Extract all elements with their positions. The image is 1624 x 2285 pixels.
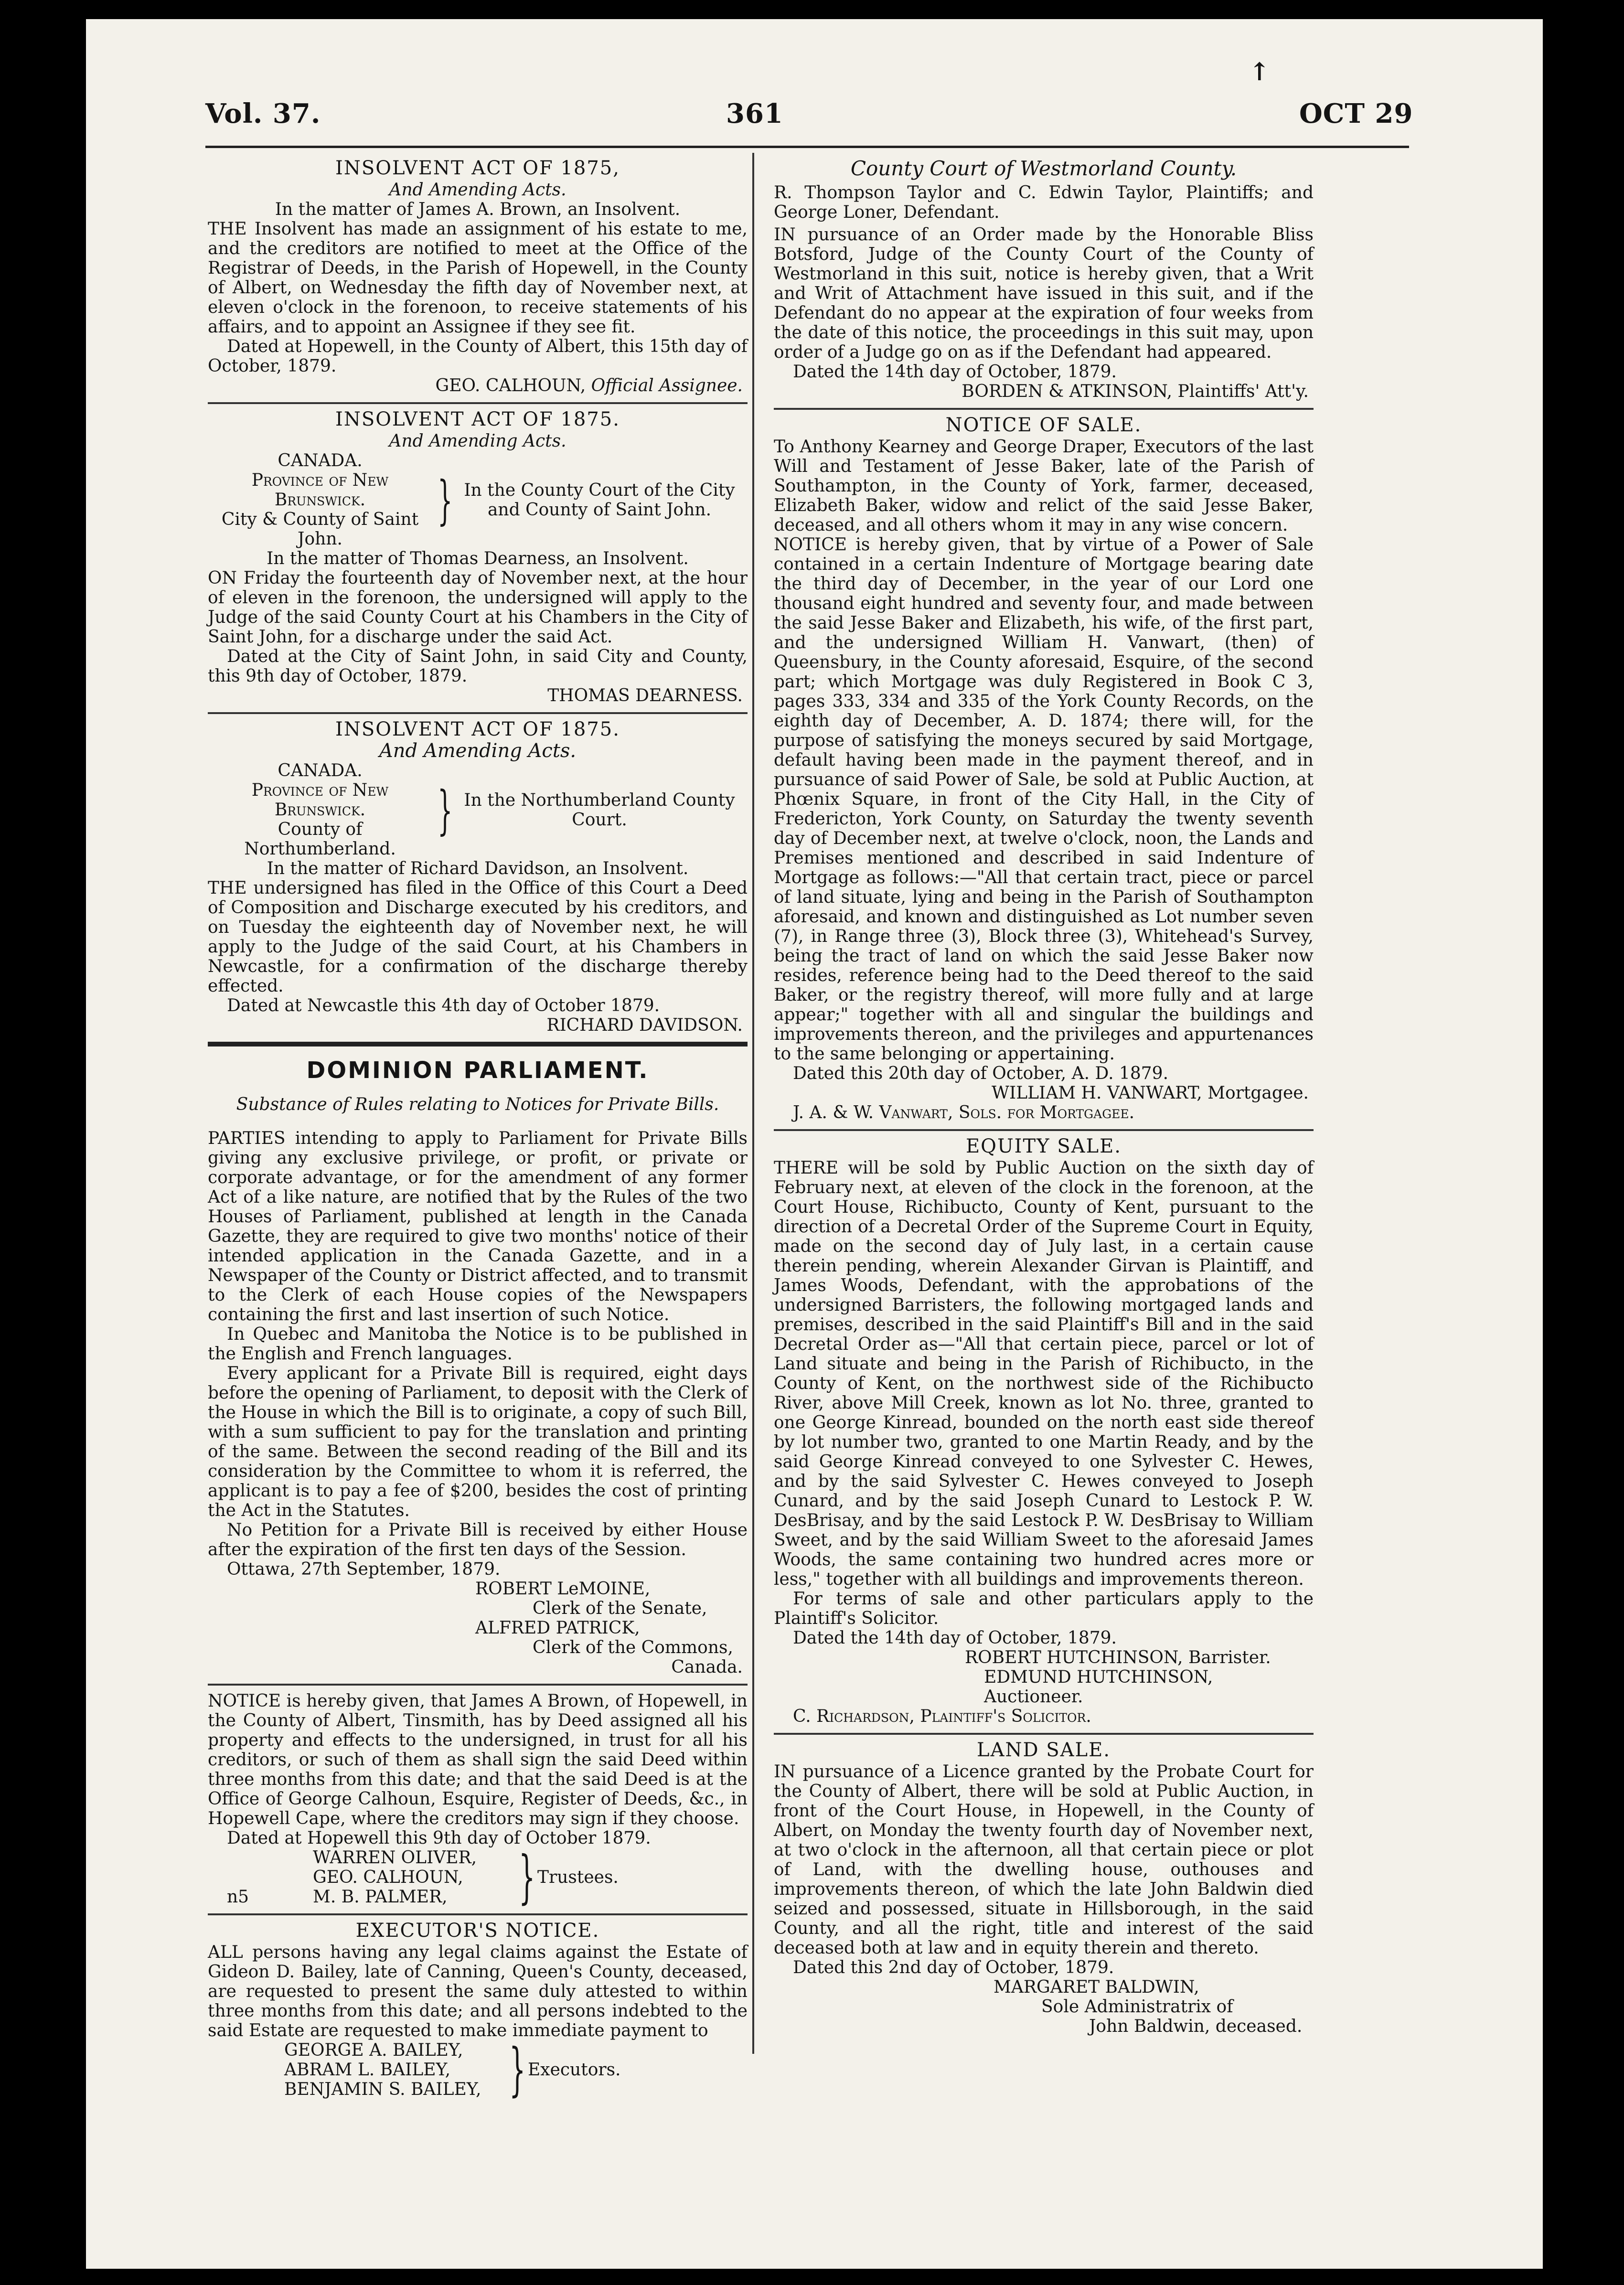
signer: MARGARET BALDWIN, <box>994 1977 1199 1997</box>
insolvent-notice-brown <box>208 153 748 404</box>
notice-dated: Ottawa, 27th September, 1879. <box>227 1559 501 1579</box>
trustee-name: M. B. PALMER, <box>313 1887 448 1907</box>
executor-role: Executors. <box>528 2060 621 2080</box>
left-column <box>208 153 748 2106</box>
corner-mark: ↑ <box>1249 57 1270 86</box>
executor-name: BENJAMIN S. BAILEY, <box>284 2080 481 2099</box>
executor-block <box>208 2036 748 2103</box>
notice-matter: In the matter of James A. Brown, an Insolvent. <box>275 200 681 219</box>
notice-dated: Dated this 2nd day of October, 1879. <box>793 1958 1114 1977</box>
signer-role: Sole Administratrix of <box>1041 1997 1233 2017</box>
notice-body: THE undersigned has filed in the Office of this Court a Deed of Composition and Discharge executed by his creditors, and on Tuesday the eighteenth day of November next, he will apply to the Judge of the said Court, at his Chambers in Newcastle, for a confirmation of the discharge thereby effected. <box>208 878 748 996</box>
brace: } <box>438 779 453 841</box>
notice-matter: In the matter of Thomas Dearness, an Insolvent. <box>267 549 689 568</box>
notice-dated: Dated at the City of Saint John, in said City and County, this 9th day of October, 1879. <box>208 647 748 686</box>
signer: THOMAS DEARNESS. <box>547 686 743 705</box>
notice-dated: Dated the 14th day of October, 1879. <box>793 362 1117 382</box>
notice-title: LAND SALE. <box>977 1739 1111 1761</box>
court-line: Province of New Brunswick. <box>251 470 389 510</box>
notice-title: INSOLVENT ACT OF 1875. <box>335 718 620 740</box>
notice-title: INSOLVENT ACT OF 1875, <box>335 157 620 179</box>
executor-name: ABRAM L. BAILEY, <box>284 2060 451 2080</box>
notice-code: n5 <box>227 1887 249 1907</box>
signer: BORDEN & ATKINSON, Plaintiffs' Att'y. <box>962 382 1309 401</box>
court-line: CANADA. <box>278 761 363 780</box>
signer-role: John Baldwin, deceased. <box>1089 2017 1303 2036</box>
notice-body: NOTICE is hereby given, that James A Brown, of Hopewell, in the County of Albert, Tinsmith, has by Deed assigned all his property and effects to the undersigned, in trust for all his creditors, or such of them as shall sign the said Deed within three months from this date; and that the said Deed is at the Office of George Calhoun, Esquire, Register of Deeds, &c., in Hopewell Cape, where the creditors may sign if they choose. <box>208 1691 748 1828</box>
insolvent-notice-dearness <box>208 404 748 714</box>
rules-paragraph: PARTIES intending to apply to Parliament for Private Bills giving any exclusive privilege, or profit, or private or corporate advantage, or for the amendment of any former Act of a like nature, are notified that by the Rules of the two Houses of Parliament, published at length in the Canada Gazette, they are required to give two months' notice of their intended application in the Canada Gazette, and in a Newspaper of the County or District affected, and to transmit to the Clerk of each House copies of the Newspapers containing the first and last insertion of such Notice. <box>208 1129 748 1324</box>
notice-body: THERE will be sold by Public Auction on the sixth day of February next, at eleven of the clock in the forenoon, at the Court House, Richibucto, County of Kent, pursuant to the direction of a Decretal Order of the Supreme Court in Equity, made on the second day of July last, in a certain cause therein pending, wherein Alexander Girvan is Plaintiff, and James Woods, Defendant, with the approbations of the undersigned Barristers, the following mortgaged lands and premises, described in the said Plaintiff's Bill and in the said Decretal Order as—"All that certain piece, parcel or lot of Land situate and being in the Parish of Richibucto, in the County of Kent, on the northwest side of the Richibucto River, above Mill Creek, known as lot No. three, granted to one George Kinread, bounded on the north east side thereof by lot number two, granted to one Martin Ready, and by the said George Kinread conveyed to one Sylvester C. Hewes, and by the said Sylvester C. Hewes conveyed to Joseph Cunard, and by the said Joseph Cunard to Lestock P. W. DesBrisay, and by the said Lestock P. W. DesBrisay to William Sweet, and by the said William Sweet to the aforesaid James Woods, the same containing two hundred acres more or less," together with all buildings and improvements thereon. <box>774 1158 1314 1589</box>
notice-matter: In the matter of Richard Davidson, an Insolvent. <box>267 859 689 878</box>
notice-dated: Dated at Newcastle this 4th day of October 1879. <box>227 996 660 1015</box>
trust-deed-notice <box>208 1686 748 1915</box>
notice-body: ALL persons having any legal claims against the Estate of Gideon D. Bailey, late of Canning, Queen's County, deceased, are requested to present the same duly attested to within three months from this date; and all persons indebted to the said Estate are requested to make immediate payment to <box>208 1943 748 2040</box>
notice-terms: For terms of sale and other particulars apply to the Plaintiff's Solicitor. <box>774 1589 1314 1628</box>
court-line: CANADA. <box>278 451 363 470</box>
notice-of-sale <box>774 410 1314 1131</box>
rules-paragraph: No Petition for a Private Bill is received by either House after the expiration of the first ten days of the Session. <box>208 1520 748 1559</box>
notice-subtitle: And Amending Acts. <box>389 180 566 200</box>
notice-addressees: To Anthony Kearney and George Draper, Executors of the last Will and Testament of Jesse Baker, late of the Parish of Southampton, in the County of York, farmer, deceased, Elizabeth Baker, widow and relict of the said Jesse Baker, deceased, and all others whom it may in any wise concern. <box>774 437 1314 535</box>
trustee-role: Trustees. <box>537 1868 619 1887</box>
trustee-name: WARREN OLIVER, <box>313 1848 477 1868</box>
signer: ALFRED PATRICK, <box>475 1618 640 1638</box>
signer: RICHARD DAVIDSON. <box>546 1015 743 1035</box>
trustee-block <box>208 1844 748 1911</box>
solicitor: C. Richardson, Plaintiff's Solicitor. <box>793 1707 1091 1726</box>
insolvent-notice-davidson <box>208 714 748 1046</box>
land-sale-notice <box>774 1735 1314 2043</box>
notice-parties: R. Thompson Taylor and C. Edwin Taylor, Plaintiffs; and George Loner, Defendant. <box>774 183 1314 222</box>
solicitors: J. A. & W. Vanwart, Sols. for Mortgagee. <box>793 1103 1135 1122</box>
notice-body: NOTICE is hereby given, that by virtue of a Power of Sale contained in a certain Indenture of Mortgage bearing date the third day of December, in the year of our Lord one thousand eight hundred and seventy four, and made between the said Jesse Baker and Elizabeth, his wife, of the first part, and the undersigned William H. Vanwart, (then) of Queensbury, in the County aforesaid, Esquire, of the second part; which Mortgage was duly Registered in Book C 3, pages 333, 334 and 335 of the York County Records, on the eighth day of December, A. D. 1874; there will, for the purpose of satisfying the moneys secured by said Mortgage, default having been made in the payment thereof, and in pursuance of said Power of Sale, be sold at Public Auction, at Phœnix Square, in front of the City Hall, in the City of Fredericton, York County, on Saturday the twenty seventh day of December next, at twelve o'clock, noon, the Lands and Premises mentioned and described in said Indenture of Mortgage as follows:—"All that certain tract, piece or parcel of land situate, lying and being in the Parish of Southampton aforesaid, and known and distinguished as Lot number seven (7), in Range three (3), Block three (3), Whitehead's Survey, being the tract of land on which the said Jesse Baker now resides, reference being had to the Deed thereof to the said Baker, or the registry thereof, will more fully and at large appear;" together with all and singular the buildings and improvements thereon, and the privileges and appurtenances to the same belonging or appertaining. <box>774 535 1314 1064</box>
signer: WILLIAM H. VANWART, Mortgagee. <box>992 1083 1309 1103</box>
trustee-name: GEO. CALHOUN, <box>313 1868 463 1887</box>
court-line: County of Northumberland. <box>244 820 396 859</box>
header-rule <box>205 146 1409 148</box>
gazette-page <box>86 19 1543 2269</box>
signer-role: Clerk of the Senate, <box>533 1599 707 1618</box>
court-name: In the Northumberland County Court. <box>464 790 735 830</box>
court-line: City & County of Saint John. <box>221 510 419 549</box>
right-column <box>774 153 1314 2043</box>
equity-sale-notice <box>774 1131 1314 1735</box>
column-divider <box>752 153 754 2054</box>
brace: } <box>519 1844 535 1911</box>
signer-role: Official Assignee. <box>591 376 743 395</box>
issue-date: OCT 29 <box>1299 98 1413 129</box>
signer: EDMUND HUTCHINSON, Auctioneer. <box>984 1667 1213 1707</box>
notice-dated: Dated this 20th day of October, A. D. 1879. <box>793 1064 1169 1083</box>
rules-paragraph: In Quebec and Manitoba the Notice is to be published in the English and French languages. <box>208 1324 748 1364</box>
notice-body: THE Insolvent has made an assignment of his estate to me, and the creditors are notified to meet at the Office of the Registrar of Deeds, in the Parish of Hopewell, in the County of Albert, on Wednesday the fifth day of November next, at eleven o'clock in the forenoon, to receive statements of his affairs, and to appoint an Assignee if they see fit. <box>208 219 748 337</box>
notice-title: County Court of Westmorland County. <box>850 157 1237 180</box>
volume-label: Vol. 37. <box>205 98 321 129</box>
signer: ROBERT LeMOINE, <box>475 1579 651 1599</box>
court-caption <box>208 761 748 859</box>
rules-paragraph: Every applicant for a Private Bill is required, eight days before the opening of Parliament, to deposit with the Clerk of the House in which the Bill is to originate, a copy of such Bill, with a sum sufficient to pay for the translation and printing of the same. Between the second reading of the Bill and its consideration by the Committee to whom it is referred, the applicant is to pay a fee of $200, besides the cost of printing the Act in the Statutes. <box>208 1364 748 1520</box>
signer: GEO. CALHOUN, <box>435 376 586 395</box>
notice-subtitle: And Amending Acts. <box>379 740 577 762</box>
dominion-parliament-notice <box>208 1046 748 1686</box>
notice-dated: Dated at Hopewell this 9th day of October 1879. <box>227 1828 651 1848</box>
brace: } <box>509 2036 526 2103</box>
court-caption <box>208 451 748 549</box>
notice-body: IN pursuance of an Order made by the Honorable Bliss Botsford, Judge of the County Court of the County of Westmorland in this suit, notice is hereby given, that a Writ and Writ of Attachment have issued in this suit, and if the Defendant do no appear at the expiration of four weeks from the date of this notice, the proceedings in this suit may, upon order of a Judge go on as if the Defendant had appeared. <box>774 225 1314 362</box>
court-name: In the County Court of the City and County of Saint John. <box>464 480 735 520</box>
notice-title: EQUITY SALE. <box>965 1135 1122 1157</box>
page-number: 361 <box>726 98 783 129</box>
notice-dated: Dated the 14th day of October, 1879. <box>793 1628 1117 1648</box>
notice-dated: Dated at Hopewell, in the County of Albert, this 15th day of October, 1879. <box>208 337 748 376</box>
brace: } <box>438 469 453 531</box>
executor-name: GEORGE A. BAILEY, <box>284 2040 463 2060</box>
section-title: DOMINION PARLIAMENT. <box>306 1057 649 1084</box>
notice-title: EXECUTOR'S NOTICE. <box>355 1920 600 1942</box>
notice-subtitle: And Amending Acts. <box>389 431 566 451</box>
notice-title: INSOLVENT ACT OF 1875. <box>335 408 620 430</box>
court-line: Province of New Brunswick. <box>251 780 389 820</box>
signer-role: Clerk of the Commons, <box>533 1638 733 1657</box>
signer: ROBERT HUTCHINSON, Barrister. <box>965 1648 1271 1667</box>
county-court-notice <box>774 153 1314 410</box>
notice-title: NOTICE OF SALE. <box>945 414 1142 436</box>
executors-notice <box>208 1915 748 2106</box>
section-subtitle: Substance of Rules relating to Notices for Private Bills. <box>236 1095 719 1114</box>
notice-body: ON Friday the fourteenth day of November next, at the hour of eleven in the forenoon, the undersigned will apply to the Judge of the said County Court at his Chambers in the City of Saint John, for a discharge under the said Act. <box>208 568 748 647</box>
signer-country: Canada. <box>671 1657 743 1677</box>
notice-body: IN pursuance of a Licence granted by the Probate Court for the County of Albert, there will be sold at Public Auction, in front of the Court House, in Hopewell, in the County of Albert, on Monday the twenty fourth day of November next, at two o'clock in the afternoon, all that certain piece or plot of Land, with the dwelling house, outhouses and improvements thereon, of which the late John Baldwin died seized and possessed, situate in Hillsborough, in the said County, and all the right, title and interest of the said deceased both at law and in equity therein and thereto. <box>774 1762 1314 1958</box>
